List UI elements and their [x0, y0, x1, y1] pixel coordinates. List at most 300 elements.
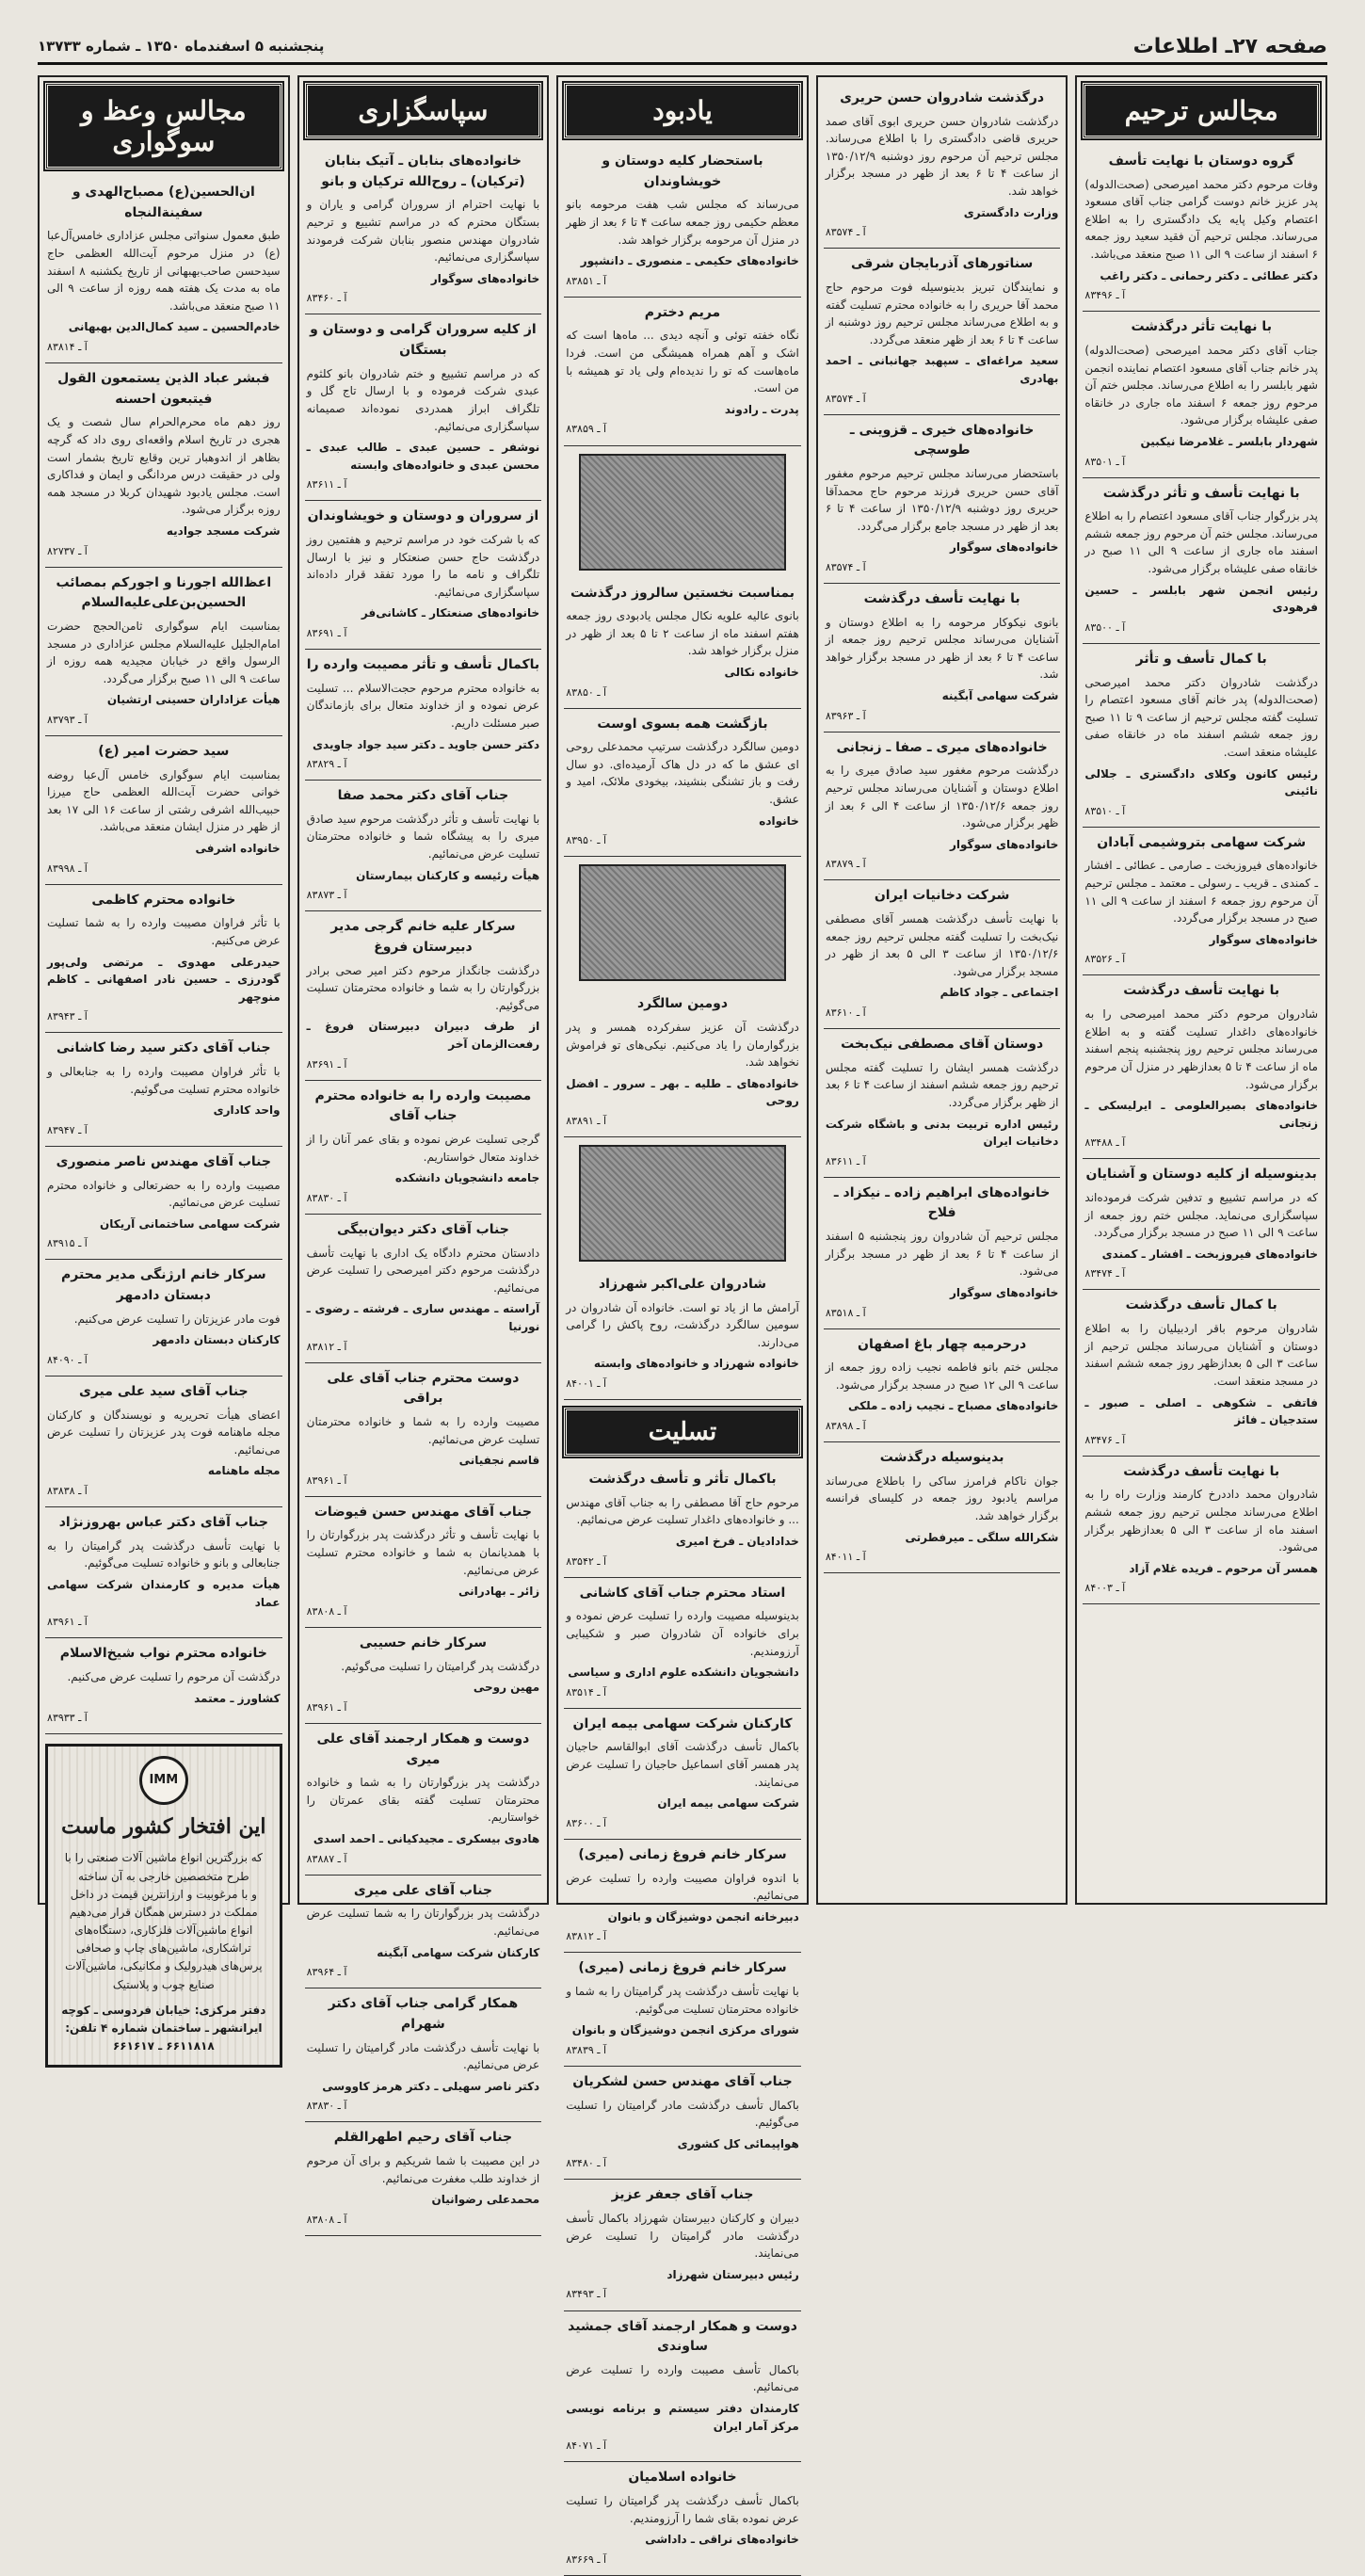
notice-signature: خادم‌الحسین ـ سید کمال‌الدین بهبهانی: [68, 320, 281, 334]
notice-signature: نوشفر ـ حسین عبدی ـ طالب عبدی ـ محسن عبدی و خانواده‌های وابسته: [306, 441, 540, 472]
notice: [45, 736, 282, 885]
notice-signature: حیدرعلی مهدوی ـ مرتضی ولی‌پور گودرزی ـ حسین نادر اصفهانی ـ کاظم منوچهر: [47, 955, 281, 1004]
notice-title: سرکار خانم فروغ زمانی (میری): [578, 1846, 787, 1862]
notice-signature: خانواده‌های ـ طلیه ـ بهر ـ سرور ـ افضل روحی: [566, 1076, 799, 1108]
notice-title: با نهایت تأسف و تأثر درگذشت: [1102, 485, 1300, 501]
notice-body: با تأثر فراوان مصیبت وارده را به جنابعالی و خانواده محترم تسلیت می‌گوئیم.: [47, 1065, 281, 1096]
notice-title: بازگشت همه بسوی اوست: [597, 716, 768, 732]
notice-code: آ ـ ۸۳۵۰۰: [1084, 620, 1126, 634]
notice-signature: شکرالله سلگی ـ میرفطرتی: [905, 1530, 1059, 1544]
notice-title: بدینوسیله درگذشت: [879, 1450, 1004, 1466]
notice-signature: خانواده‌های فیروزبخت ـ افشار ـ کمندی: [1101, 1247, 1318, 1261]
notice-code: آ ـ ۸۳۵۱۴: [566, 1685, 607, 1699]
notice-code: آ ـ ۸۳۵۱۸: [825, 1306, 866, 1319]
notice-title: از سروران و دوستان و خویشاوندان: [307, 508, 539, 524]
notice-title: جناب آقای مهندس ناصر منصوری: [56, 1153, 271, 1169]
notice-body: که با شرکت خود در مراسم ترحیم و هفتمین روز درگذشت حاج حسن صنعتکار و نیز با ارسال تلگراف و نامه ما را مورد تفقد قرار داده‌اند سپاسگزاری می‌نمائیم.: [306, 533, 540, 599]
notice-signature: هادوی بیسکری ـ مجیدکیانی ـ احمد اسدی: [313, 1831, 540, 1845]
notice-body: با اندوه فراوان مصیبت وارده را تسلیت عرض می‌نمائیم.: [566, 1871, 799, 1903]
notice-body: با نهایت تأسف درگذشت همسر آقای مصطفی نیک‌بخت را تسلیت گفته مجلس ترحیم روز جمعه ۱۳۵۰/۱۲/۶ از ساعت ۳ الی ۵ بعد از ظهر در مسجد برگزار می‌شود.: [825, 912, 1059, 978]
notice-title: باکمال تأسف و تأثر مصیبت وارده را: [306, 657, 540, 673]
notice-title: با نهایت تأسف درگذشت: [1123, 983, 1280, 999]
notice-code: آ ـ ۸۴۰۹۰: [47, 1353, 88, 1366]
notice-signature: خانواده‌های سوگوار: [950, 1285, 1059, 1299]
notice-signature: محمدعلی رضوانیان: [431, 2193, 540, 2207]
notice-signature: کارکنان دبستان دادمهر: [153, 1333, 281, 1347]
notice-title: جناب آقای جعفر عزیز: [611, 2187, 754, 2203]
notice-code: آ ـ ۸۳۸۵۹: [566, 423, 607, 436]
notice-body: بمناسبت ایام سوگواری ثامن‌الحجج حضرت امام‌الجلیل علیه‌السلام مجلس عزاداری در مسجد الرسول واقع در خیابان مجیدیه همه روزه از ساعت ۹ الی ۱۱ صبح برگزار می‌گردد.: [47, 619, 281, 685]
notice-body: مصیبت وارده را به حضرتعالی و خانواده محترم تسلیت عرض می‌نمائیم.: [47, 1178, 281, 1210]
notice-code: آ ـ ۸۴۰۱۱: [825, 1551, 866, 1564]
notice-signature: کارمندان دفتر سیستم و برنامه نویسی مرکز آمار ایران: [566, 2402, 799, 2433]
notice-code: آ ـ ۸۳۶۱۱: [306, 478, 347, 491]
notice-signature: خانواده‌های بصیرالعلومی ـ ایرلیسکی ـ زنجانی: [1084, 1099, 1318, 1130]
column-5: [38, 75, 290, 2053]
notice-body: با تأثر فراوان مصیبت وارده را به شما تسلیت عرض می‌کنیم.: [47, 916, 281, 947]
notice: [305, 1988, 542, 2122]
notice-code: آ ـ ۸۳۶۹۱: [306, 627, 347, 640]
notice-title: سید حضرت امیر (ع): [98, 743, 230, 759]
notice-body: با نهایت تأسف درگذشت پدر گرامیتان را به جنابعالی و بانو و خانواده تسلیت می‌گوئیم.: [47, 1538, 281, 1570]
notice-code: آ ـ ۸۳۸۱۲: [306, 1340, 347, 1353]
notice: [564, 1578, 801, 1709]
notice-body: شادروان مرحوم باقر اردبیلیان را به اطلاع دوستان و آشنایان می‌رساند مجلس ترحیم از ساعت ۳ الی ۵ بعدازظهر روز جمعه ششم اسفند در مسجد منعقد است.: [1084, 1322, 1319, 1388]
notice: [824, 1442, 1061, 1573]
notice-code: آ ـ ۸۳۹۱۵: [47, 1237, 88, 1250]
notice-title: جناب آقای سید علی میری: [79, 1384, 249, 1399]
notice-signature: شهردار بابلسر ـ غلامرضا نیکبین: [1140, 434, 1318, 448]
column-4: [297, 75, 550, 2226]
notice-title: بدینوسیله از کلیه دوستان و آشنایان: [1085, 1167, 1317, 1183]
notice: [45, 1377, 282, 1507]
ad-title: این افتخار کشور ماست: [61, 1814, 266, 1840]
notice-title: خانواده‌های ابراهیم زاده ـ نیکزاد ـ فلاح: [833, 1184, 1051, 1221]
notice-signature: اجتماعی ـ جواد کاظم: [939, 986, 1059, 1000]
notice: [1083, 1457, 1320, 1605]
notice-code: آ ـ ۸۳۸۹۱: [566, 1114, 607, 1127]
notice-signature: شورای مرکزی انجمن دوشیزگان و بانوان: [571, 2023, 799, 2037]
notice-body: که در مراسم تشییع و تدفین شرکت فرموده‌اند سپاسگزاری می‌نماید. مجلس ختم روز جمعه از ساعت ۹ الی ۱۱ صبح در مسجد برگزار می‌گردد.: [1084, 1191, 1318, 1240]
notice-body: خانواده‌های فیروزبخت ـ صارمی ـ عطائی ـ افشار ـ کمندی ـ قریب ـ رسولی ـ معتمد ـ مجلس ترحیم آن مرحوم روز جمعه ۶ اسفند از ساعت ۹ الی ۱۱ صبح در مسجد برگزار می‌گردد.: [1084, 859, 1319, 926]
notice: [1083, 146, 1320, 312]
notice: [45, 1507, 282, 1638]
notice-title: جناب آقای مهندس حسن فیوضات: [313, 1504, 532, 1520]
notice-code: آ ـ ۸۳۹۶۴: [306, 1966, 347, 1979]
notice: [305, 1628, 542, 1724]
ad-line: پرس‌های هیدرولیک و مکانیکی، ماشین‌آلات صنایع چوب و پلاستیک: [65, 1959, 263, 1991]
notice-title: خانواده اسلامیان: [628, 2470, 737, 2486]
notice-title: از کلیه سروران گرامی و دوستان و بستگان: [310, 322, 537, 359]
notice: [45, 363, 282, 568]
notice-code: آ ـ ۸۳۶۹۱: [306, 1057, 347, 1071]
notice-title: همکار گرامی جناب آقای دکتر شهرام: [328, 1996, 519, 2032]
notice-signature: شرکت سهامی آبگینه: [941, 689, 1059, 703]
notice-title: جناب آقای دکتر سید رضا کاشانی: [56, 1040, 271, 1056]
notice-code: آ ـ ۸۳۸۵۰: [566, 685, 607, 699]
notice: [564, 2311, 801, 2463]
notice-code: آ ـ ۸۳۹۴۷: [47, 1123, 88, 1136]
columns: [38, 75, 1327, 2566]
notice-title: سرکار خانم فروغ زمانی (میری): [578, 1960, 787, 1976]
notice-code: آ ـ ۸۳۹۵۰: [566, 834, 607, 847]
notice-title: با کمال تأسف درگذشت: [1125, 1297, 1277, 1313]
notice-title: با نهایت تأثر درگذشت: [1131, 319, 1272, 335]
notice-body: جوان ناکام فرامرز ساکی را باطلاع می‌رساند مراسم یادبود روز جمعه در کلیسای فرانسه برگزار خواهد شد.: [825, 1473, 1059, 1522]
notice-title: باکمال تأثر و تأسف درگذشت: [588, 1472, 777, 1488]
column-1: [1075, 75, 1327, 1905]
notice-title: درگذشت شادروان حسن حریری: [840, 90, 1045, 105]
notice-signature: کارکنان شرکت سهامی آبگینه: [377, 1945, 540, 1959]
notice-code: آ ـ ۸۳۹۴۳: [47, 1010, 88, 1023]
notice-body: نگاه خفته توئی و آنچه دیدی ... ماه‌ها است که اشک و آهم همراه همیشگی من است. فردا ماه‌هاست که تو را ندیده‌ام ولی یاد تو همیشه با من است.: [566, 329, 799, 395]
notice-signature: خانواده‌های سوگوار: [950, 837, 1059, 851]
column-2: [816, 75, 1068, 1905]
notice-body: درگذشت پدر گرامیتان را تسلیت می‌گوئیم.: [341, 1659, 540, 1673]
notice-code: آ ـ ۸۳۵۷۴: [825, 560, 866, 573]
notice: [305, 1215, 542, 1363]
notice-title: با نهایت تأسف درگذشت: [863, 590, 1020, 606]
ad-line: انواع ماشین‌آلات فلزکاری، دستگاه‌های تراشکاری، ماشین‌های چاپ و صحافی: [74, 1924, 253, 1956]
notice-body: که در مراسم تشییع و ختم شادروان بانو کلثوم عبدی شرکت فرموده و با ارسال تاج گل و تلگراف ابراز همدردی نموده‌اند صمیمانه سپاسگزاری می‌نمائیم.: [306, 366, 540, 433]
notice-body: با نهایت تأسف درگذشت مادر گرامیتان را تسلیت عرض می‌نمائیم.: [306, 2040, 540, 2072]
notice-body: دادستان محترم دادگاه یک اداری با نهایت تأسف درگذشت مرحوم دکتر امیرصحی را تسلیت عرض می‌نمائیم.: [306, 1246, 540, 1295]
notice: [45, 177, 282, 363]
notice-code: آ ـ ۸۲۷۳۷: [47, 544, 88, 557]
notice-title: جناب آقای مهندس حسن لشکریان: [572, 2073, 793, 2089]
notice-title: استاد محترم جناب آقای کاشانی: [579, 1585, 786, 1601]
notice: [824, 733, 1061, 881]
notice-signature: رئیس دبیرستان شهرزاد: [666, 2267, 799, 2281]
notice: [1083, 478, 1320, 644]
notice-title: اعظ‌الله اجورنا و اجورکم بمصائب الحسین‌بن‌علی‌علیه‌السلام: [56, 574, 272, 611]
notice: [564, 1269, 801, 1400]
notice-code: آ ـ ۸۳۴۸۸: [1084, 1136, 1126, 1150]
notice-signature: رئیس انجمن شهر بابلسر ـ حسین فرهودی: [1084, 583, 1318, 615]
notice-body: شادروان مرحوم دکتر محمد امیرصحی را به خانواده‌های داغدار تسلیت گفته و به اطلاع می‌رساند مجلس ترحیم روز پنجشنبه پنجم اسفند ماه از ساعت ۴ تا ۵ بعدازظهر در منزل آن مرحوم برگزار می‌شود.: [1084, 1007, 1318, 1091]
notice-title: سرکار خانم ارژنگی مدیر محترم دبستان دادمهر: [61, 1267, 266, 1304]
notice-body: پدر بزرگوار جناب آقای مسعود اعتصام را به اطلاع می‌رساند. مجلس ختم آن مرحوم روز جمعه ششم اسفند ماه جاری از ساعت ۹ الی ۱۱ صبح در خانقاه صفی علیشاه برگزار می‌شود.: [1084, 509, 1319, 576]
notice-signature: واحد کاداری: [213, 1103, 281, 1118]
notice-body: فوت مادر عزیزتان را تسلیت عرض می‌کنیم.: [73, 1312, 281, 1326]
notice-body: درگذشت آن مرحوم را تسلیت عرض می‌کنیم.: [67, 1669, 281, 1683]
notice-code: آ ـ ۸۳۸۳۸: [47, 1485, 88, 1498]
notice-code: آ ـ ۸۳۸۵۱: [566, 274, 607, 287]
notice-code: آ ـ ۸۳۶۶۹: [566, 2552, 607, 2566]
notice-body: طبق معمول سنواتی مجلس عزاداری خامس‌آل‌عبا (ع) در منزل مرحوم آیت‌الله العظمی حاج سیدحسن صاحب‌بهبهانی از تاریخ یکشنبه ۸ اسفند ماه به مدت یک هفته همه روزه از ساعت ۹ الی ۱۱ صبح منعقد می‌باشد.: [47, 229, 281, 313]
notice-title: خانواده محترم نواب شیخ‌الاسلام: [59, 1646, 267, 1662]
notice: [1083, 1159, 1320, 1290]
notice: [305, 2122, 542, 2236]
notice-signature: خانواده‌های سوگوار: [950, 540, 1059, 555]
notice-title: شرکت دخانیات ایران: [874, 888, 1010, 904]
notice: [564, 298, 801, 446]
notice-code: آ ـ ۸۳۵۲۶: [1084, 953, 1126, 966]
section-banner: یادبود: [564, 83, 801, 138]
notice: [305, 146, 542, 314]
notice: [824, 1329, 1061, 1443]
notice-title: مریم دخترم: [644, 304, 721, 320]
notice-title: دومین سالگرد: [636, 996, 729, 1012]
notice-signature: دانشجویان دانشکده علوم اداری و سیاسی: [568, 1666, 799, 1680]
notice-body: بانوی نیکوکار مرحومه را به اطلاع دوستان و آشنایان می‌رساند مجلس ترحیم روز جمعه از ساعت ۴ تا ۶ بعد از ظهر در مسجد برگزار خواهد شد.: [825, 615, 1059, 682]
notice-signature: فاتفی ـ شکوهی ـ اصلی ـ صبور ـ ستدجیان ـ فائز: [1084, 1395, 1318, 1427]
notice-body: بدینوسیله مصیبت وارده را تسلیت عرض نموده و برای خانواده آن شادروان صبر و شکیبایی آرزومندیم.: [566, 1609, 799, 1658]
notice-code: آ ـ ۸۳۵۰۱: [1084, 455, 1126, 468]
notice: [45, 885, 282, 1034]
notice-body: در این مصیبت با شما شریکیم و برای آن مرحوم از خداوند طلب مغفرت می‌نمائیم.: [306, 2154, 540, 2185]
ad-contact: دفتر مرکزی: خیابان فردوسی ـ کوچه ایرانشهر ـ ساختمان شماره ۴ تلفن: ۶۶۱۱۸۱۸ ـ ۶۶۱۶۱۷: [61, 2003, 266, 2053]
notice-body: مصیبت وارده را به شما و خانواده محترمتان تسلیت عرض می‌نمائیم.: [306, 1414, 540, 1446]
notice-title: خانواده‌های خیری ـ قزوینی ـ طوسچی: [849, 422, 1035, 459]
notice-code: آ ـ ۸۳۸۳۰: [306, 2100, 347, 2113]
page-header: [38, 30, 1327, 65]
notice-code: آ ـ ۸۳۸۳۹: [566, 2043, 607, 2056]
notice-code: آ ـ ۸۳۸۱۴: [47, 340, 88, 353]
notice-code: آ ـ ۸۳۹۹۸: [47, 861, 88, 875]
notice-code: آ ـ ۸۳۸۷۳: [306, 889, 347, 902]
notice: [564, 989, 801, 1137]
notice-title: مصیبت وارده را به خانواده محترم جناب آقای: [314, 1087, 532, 1124]
notice-body: باکمال تأسف درگذشت پدر گرامیتان را تسلیت عرض نموده بقای شما را آرزومندیم.: [566, 2494, 799, 2525]
notice: [824, 83, 1061, 249]
notice-body: با نهایت تأسف و تأثر درگذشت پدر بزرگوارتان را با همدیانمان به شما و خانواده محترم تسلیت عرض می‌نمائیم.: [306, 1528, 540, 1577]
notice-signature: مجله ماهنامه: [207, 1464, 281, 1478]
notice-body: باستحضار می‌رساند مجلس ترحیم مرحوم مغفور آقای حسن حریری فرزند مرحوم حاج محمدآقا حریری روز دوشنبه ۱۳۵۰/۱۲/۹ از ساعت ۴ تا ۶ بعد از ظهر در مسجد جامع برگزار می‌گردد.: [825, 466, 1059, 533]
notice: [1083, 644, 1320, 828]
notice-body: آرامش ما از یاد تو است. خانواده آن شادروان در سومین سالگرد درگذشت، روح پاکش را گرامی می‌دارند.: [566, 1300, 799, 1349]
notice: [824, 1029, 1061, 1178]
notice: [45, 568, 282, 736]
notice-code: آ ـ ۸۳۹۶۱: [306, 1700, 347, 1714]
notice: [1083, 1290, 1320, 1456]
notice-title: بمناسبت نخستین سالروز درگذشت: [570, 585, 795, 601]
notice-signature: رئیس اداره تربیت بدنی و باشگاه شرکت دخانیات ایران: [825, 1117, 1059, 1149]
notice-signature: شرکت سهامی بیمه ایران: [657, 1796, 799, 1811]
notice-body: مجلس ترحیم آن شادروان روز پنجشنبه ۵ اسفند از ساعت ۴ تا ۶ بعد از ظهر در مسجد برگزار می‌شود.: [825, 1230, 1059, 1279]
notice-code: آ ـ ۸۳۵۱۰: [1084, 804, 1126, 817]
notice-title: باستحضار کلیه دوستان و خویشاوندان: [602, 153, 763, 189]
notice-body: درگذشت آن عزیز سفرکرده همسر و پدر بزرگوارمان را یاد می‌کنیم. نیکی‌های تو فراموش نخواهد شد.: [566, 1021, 799, 1070]
notice: [45, 1638, 282, 1734]
notice-signature: آراسته ـ مهندس ساری ـ فرشته ـ رضوی ـ نورنیا: [306, 1302, 540, 1333]
notice-signature: وزارت دادگستری: [963, 205, 1059, 219]
notice-code: آ ـ ۸۳۸۳۰: [306, 1191, 347, 1204]
notice-body: جناب آقای دکتر محمد امیرصحی (صحت‌الدوله) پدر خانم جناب آقای مسعود اعتصام نماینده انجمن شهر بابلسر را به اطلاع می‌رساند. مجلس ختم آن مرحوم روز جمعه ۶ اسفند ماه جاری در خانقاه صفی علیشاه برگزار می‌شود.: [1084, 343, 1318, 427]
notice: [305, 911, 542, 1080]
notice: [305, 1724, 542, 1876]
notice-signature: خدادادیان ـ فرخ امیری: [675, 1535, 799, 1548]
notice-signature: شرکت مسجد جوادیه: [166, 523, 281, 538]
notice-title: شادروان علی‌اکبر شهرزاد: [598, 1277, 767, 1293]
portrait-photo: [579, 1145, 786, 1262]
notice-body: درگذشت شادروان دکتر محمد امیرصحی (صحت‌الدوله) پدر خانم آقای مسعود اعتصام را تسلیت گفته مجلس ترحیم از ساعت ۹ تا ۱۱ صبح روز جمعه ششم اسفند ماه در خانقاه صفی علیشاه منعقد است.: [1084, 675, 1318, 759]
notice-code: آ ـ ۸۳۸۷۹: [825, 858, 866, 871]
notice-title: با نهایت تأسف درگذشت: [1123, 1463, 1280, 1479]
notice-signature: سعید مراغه‌ای ـ سپهبد جهانبانی ـ احمد بهادری: [825, 354, 1059, 385]
notice-code: آ ـ ۸۳۸۹۸: [825, 1420, 866, 1433]
notice: [1083, 975, 1320, 1159]
notice-signature: رئیس کانون وکلای دادگستری ـ جلالی نائینی: [1084, 766, 1318, 798]
notice: [564, 1464, 801, 1578]
notice-signature: هیأت عزاداران حسینی ارتشیان: [106, 693, 281, 707]
notice-title: جناب آقای علی میری: [353, 1882, 492, 1898]
notice-code: آ ـ ۸۳۸۰۸: [306, 1604, 347, 1618]
notice-body: و نمایندگان تبریز بدینوسیله فوت مرحوم حاج محمد آقا حریری را به خانواده محترم تسلیت گفته و به اطلاع می‌رساند مجلس ترحیم روز دوشنبه از ساعت ۴ تا ۶ بعد از ظهر منعقد می‌گردد.: [825, 280, 1059, 346]
notice: [564, 1953, 801, 2067]
notice-title: شرکت سهامی بتروشیمی آبادان: [1097, 834, 1307, 850]
notice-code: آ ـ ۸۳۸۲۹: [306, 758, 347, 771]
notice: [564, 1709, 801, 1840]
notice-signature: خانواده‌های صنعتکار ـ کاشانی‌فر: [361, 606, 540, 620]
notice-signature: دکتر عطائی ـ دکتر رحمانی ـ دکتر راغب: [1100, 268, 1318, 282]
notice-signature: خانواده‌های حکیمی ـ منصوری ـ دانشپور: [580, 254, 799, 268]
notice: [824, 880, 1061, 1029]
notice-body: درگذشت مرحوم مغفور سید صادق میری را به اطلاع دوستان و آشنایان می‌رساند مجلس ترحیم روز جمعه ۱۳۵۰/۱۲/۶ از ساعت ۴ الی ۶ بعد از ظهر برگزار می‌شود.: [825, 764, 1059, 830]
ad-line: و با مرغوبیت و ارزانترین قیمت در داخل مملکت در دسترس همگان قرار می‌دهیم: [69, 1887, 258, 1919]
notice-signature: قاسم نجفیانی: [458, 1454, 540, 1468]
notice-code: آ ـ ۸۳۹۶۱: [306, 1473, 347, 1487]
notice: [824, 415, 1061, 584]
notice: [564, 2180, 801, 2310]
notice: [1083, 312, 1320, 477]
notice-body: باکمال تأسف مصیبت وارده را تسلیت عرض می‌نمائیم.: [566, 2362, 799, 2394]
notice-code: آ ـ ۸۳۸۰۸: [306, 2213, 347, 2226]
notice-code: آ ـ ۸۳۵۷۴: [825, 392, 866, 405]
notice: [824, 249, 1061, 414]
notice-code: آ ـ ۸۳۶۰۰: [566, 1816, 607, 1829]
section-banner: سپاسگزاری: [305, 83, 542, 138]
notice: [824, 584, 1061, 733]
notice: [824, 1178, 1061, 1329]
notice: [305, 650, 542, 781]
notice-title: کارکنان شرکت سهامی بیمه ایران: [572, 1715, 793, 1731]
notice-code: آ ـ ۸۳۴۷۴: [1084, 1267, 1126, 1280]
notice: [305, 314, 542, 501]
notice-title: دوست و همکار ارجمند آقای علی میری: [316, 1731, 530, 1767]
notice-body: باکمال تأسف درگذشت مادر گرامیتان را تسلیت می‌گوئیم.: [566, 2098, 799, 2130]
notice-code: آ ـ ۸۳۶۱۰: [825, 1006, 866, 1020]
notice-signature: خانواده‌های نراقی ـ داداشی: [645, 2533, 799, 2547]
notice-signature: دکتر حسن جاوید ـ دکتر سید جواد جاویدی: [313, 737, 540, 751]
notice-title: با کمال تأسف و تأثر: [1135, 651, 1267, 667]
notice-signature: از طرف دبیران دبیرستان فروغ ـ رفعت‌الزمان آخر: [306, 1020, 540, 1052]
notice: [1083, 828, 1320, 976]
notice: [564, 2067, 801, 2181]
notice-code: آ ـ ۸۳۹۶۱: [47, 1616, 88, 1629]
notice-body: بمناسبت ایام سوگواری خامس آل‌عبا روضه خوانی حضرت آیت‌الله العظمی حاج میرزا حبیب‌الله اشرفی رشتی از ساعت ۱۶ الی ۱۷ بعد از ظهر در منزل ایشان منعقد می‌باشد.: [47, 767, 281, 834]
section-banner: مجالس وعظ و سوگواری: [45, 83, 282, 169]
notice-title: دوستان آقای مصطفی نیک‌بخت: [841, 1037, 1044, 1053]
notice-body: با نهایت تأسف و تأثر درگذشت مرحوم سید صادق میری را به پیشگاه شما و خانواده محترمتان تسلیت عرض می‌نمائیم.: [306, 812, 540, 861]
notice: [305, 1497, 542, 1628]
notice-signature: خانواده نکالی: [724, 665, 799, 679]
notice-title: درحرمیه چهار باغ اصفهان: [858, 1336, 1027, 1352]
notice-body: گرجی تسلیت عرض نموده و بقای عمر آنان را از خداوند متعال خواستاریم.: [306, 1133, 540, 1164]
notice-title: خانواده‌های میری ـ صفا ـ زنجانی: [836, 739, 1048, 755]
notice-signature: خانواده‌های مصباح ـ نجیب زاده ـ ملکی: [848, 1399, 1059, 1413]
notice-body: شادروان محمد داددرخ کارمند وزارت راه را به اطلاع می‌رساند مجلس ترحیم روز جمعه ششم اسفند ماه از ساعت ۳ الی ۵ بعدازظهر برگزار می‌شود.: [1084, 1488, 1319, 1554]
notice-signature: خانواده شهرزاد و خانواده‌های وابسته: [593, 1357, 799, 1371]
notice-title: جناب آقای دکتر دیوان‌بیگی: [337, 1221, 509, 1237]
notice-signature: خانواده اشرفی: [195, 842, 281, 856]
issue-info: پنجشنبه ۵ اسفندماه ۱۳۵۰ ـ شماره ۱۳۷۳۳: [38, 38, 325, 55]
notice: [564, 146, 801, 298]
notice: [564, 2462, 801, 2576]
notice-signature: کشاورز ـ معتمد: [194, 1691, 281, 1705]
notice-title: سرکار خانم حسیبی: [359, 1634, 488, 1650]
notice-signature: همسر آن مرحوم ـ فریده غلام آزاد: [1129, 1561, 1318, 1575]
notice: [305, 1081, 542, 1215]
notice-signature: مهین روحی: [473, 1681, 540, 1695]
notice-body: درگذشت پدر بزرگوارتان را به شما و خانواده محترمتان تسلیت گفته بقای عمرتان را خواستاریم.: [306, 1776, 540, 1825]
notice-title: فبشر عباد الذین یستمعون القول فیتبعون احسنه: [57, 370, 270, 407]
notice: [564, 709, 801, 858]
notice-body: دبیران و کارکنان دبیرستان شهرزاد باکمال تأسف درگذشت مادر گرامیتان را تسلیت عرض می‌نمایند.: [566, 2212, 799, 2261]
notice-code: آ ـ ۸۳۹۶۳: [825, 709, 866, 722]
notice-body: روز دهم ماه محرم‌الحرام سال شصت و یک هجری در تاریخ اسلام واقعه‌ای روی داد که گرچه بظاهر از اندوهبار ترین وقایع تاریخ بشمار است ولی در حقیقت درس مردانگی و ایمان و فداکاری است. مجلس یادبود شهیدان کربلا در مسجد همه روزه برگزار می‌شود.: [47, 415, 281, 517]
notice-body: مجلس ختم بانو فاطمه نجیب زاده روز جمعه از ساعت ۹ الی ۱۲ صبح در مسجد برگزار می‌شود.: [825, 1360, 1059, 1392]
notice: [45, 1147, 282, 1261]
notice-code: آ ـ ۸۳۵۴۲: [566, 1554, 607, 1568]
notice-title: دوست محترم جناب آقای علی براقی: [327, 1370, 520, 1407]
notice-code: آ ـ ۸۳۴۸۰: [566, 2157, 607, 2170]
notice-title: ان‌الحسین(ع) مصباح‌الهدی و سفینة‌النجاه: [72, 185, 255, 220]
ad-line: که بزرگترین انواع ماشین آلات صنعتی را با طرح متخصصین خارجی به آن ساخته: [64, 1851, 263, 1883]
portrait-photo: [579, 864, 786, 981]
notice-signature: دکتر ناصر سهیلی ـ دکتر هرمز کاووسی: [322, 2079, 540, 2093]
condolence-banner: تسلیت: [564, 1408, 801, 1457]
notice-signature: شرکت سهامی ساختمانی آریکان: [100, 1216, 281, 1231]
notice-title: جناب آقای دکتر عباس بهروزنژاد: [58, 1515, 268, 1531]
notice-body: اعضای هیأت تحریریه و نویسندگان و کارکنان مجله ماهنامه فوت پدر عزیزتان را تسلیت عرض می‌نمائیم.: [47, 1408, 281, 1457]
notice-signature: خانواده: [759, 813, 799, 828]
notice-body: با نهایت تأسف درگذشت پدر گرامیتان را به شما و خانواده محترمتان تسلیت می‌گوئیم.: [566, 1985, 799, 2016]
notice-signature: خانواده‌های سوگوار: [430, 271, 540, 285]
notice-code: آ ـ ۸۳۸۱۲: [566, 1930, 607, 1943]
notice-code: آ ـ ۸۴۰۷۱: [566, 2439, 607, 2453]
notice-code: آ ـ ۸۴۰۰۳: [1084, 1582, 1126, 1595]
notice-code: آ ـ ۸۳۶۱۱: [825, 1154, 866, 1167]
column-3: [556, 75, 809, 2566]
notice-signature: پدرت ـ رادوند: [724, 402, 799, 416]
notice-title: خانواده محترم کاظمی: [91, 892, 236, 908]
notice-signature: زائر ـ بهادرانی: [458, 1585, 540, 1599]
notice-body: باکمال تأسف درگذشت آقای ابوالقاسم حاجیان پدر همسر آقای اسماعیل حاجیان را تسلیت عرض می‌نمایند.: [566, 1740, 799, 1789]
notice-body: درگذشت جانگداز مرحوم دکتر امیر صحی برادر بزرگوارتان را به شما و خانواده محترمتان تسلیت می‌گوئیم.: [306, 963, 540, 1012]
notice-signature: هیأت رئیسه و کارکنان بیمارستان: [356, 868, 540, 882]
notice: [305, 1876, 542, 1989]
notice-title: گروه دوستان با نهایت تأسف: [1108, 153, 1294, 169]
notice: [45, 1033, 282, 1147]
advertisement: [45, 1744, 282, 2068]
notice-body: می‌رساند که مجلس شب هفت مرحومه بانو معظم حکیمی روز جمعه ساعت ۴ تا ۶ بعد از ظهر در منزل آن مرحومه برگزار خواهد شد.: [566, 198, 799, 247]
notice-body: مرحوم حاج آقا مصطفی را به جناب آقای مهندس ... و خانواده‌های داغدار تسلیت عرض می‌نمائیم.: [566, 1495, 799, 1527]
notice-title: سرکار علیه خانم گرجی مدیر دبیرستان فروغ: [330, 919, 516, 955]
notice-body: دومین سالگرد درگذشت سرتیپ محمدعلی روحی ای عشق ما که در دل هاک آرمیده‌ای. دو سال رفت و باز تشنگی بنشیند، بیخودی ملائک، امید و عشق.: [566, 740, 799, 807]
notice-code: آ ـ ۸۳۹۳۳: [47, 1712, 88, 1725]
notice-body: درگذشت همسر ایشان را تسلیت گفته مجلس ترحیم روز جمعه ششم اسفند از ساعت ۴ تا ۶ بعد از ظهر برگزار می‌گردد.: [825, 1060, 1059, 1109]
notice-code: آ ـ ۸۴۰۰۱: [566, 1377, 607, 1391]
notice-title: جناب آقای دکتر محمد صفا: [337, 788, 509, 804]
notice-signature: هیأت مدیره و کارمندان شرکت سهامی عماد: [47, 1577, 281, 1609]
notice: [305, 781, 542, 911]
notice-title: جناب آقای رحیم اطهرالقلم: [333, 2130, 513, 2146]
notice: [564, 578, 801, 709]
page-name: صفحه ۲۷ـ اطلاعات: [1132, 34, 1327, 58]
notice-body: درگذشت شادروان حسن حریری ابوی آقای صمد حریری قاضی دادگستری را با اطلاع می‌رساند. مجلس ترحیم آن مرحوم روز دوشنبه ۱۳۵۰/۱۲/۹ از ساعت ۴ تا ۶ بعد از ظهر در مسجد برگزار خواهد شد.: [825, 114, 1059, 199]
section-banner: مجالس ترحیم: [1083, 83, 1320, 138]
